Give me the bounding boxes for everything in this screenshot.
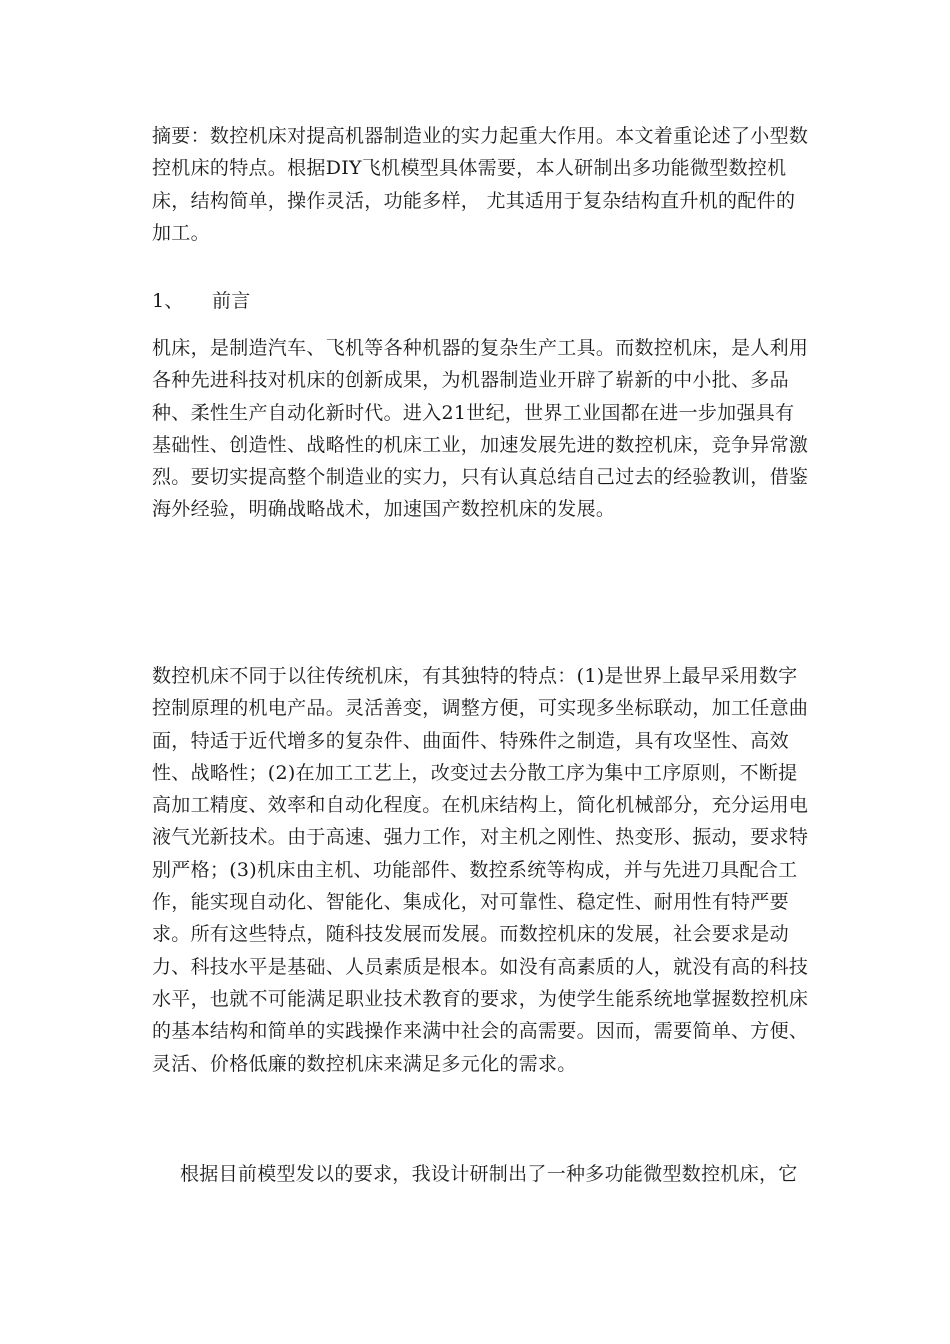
abstract-paragraph: 摘要：数控机床对提高机器制造业的实力起重大作用。本文着重论述了小型数控机床的特点。根据DIY飞机模型具体需要，本人研制出多功能微型数控机床，结构简单，操作灵活，功能多样， 尤其适用于复杂结构直升机的配件的加工。: [152, 125, 809, 244]
body-paragraph-3: 根据目前模型发以的要求，我设计研制出了一种多功能微型数控机床，它: [180, 1163, 798, 1185]
section-heading: [152, 285, 812, 317]
body-paragraph-2: 数控机床不同于以往传统机床，有其独特的特点：(1)是世界上最早采用数字控制原理的机电产品。灵活善变，调整方便，可实现多坐标联动，加工任意曲面，特适于近代增多的复杂件、曲面件、特殊件之制造，具有攻坚性、高效性、战略性；(2)在加工工艺上，改变过去分散工序为集中工序原则，不断提高加工精度、效率和自动化程度。在机床结构上，简化机械部分，充分运用电液气光新技术。由于高速、强力工作，对主机之刚性、热变形、振动，要求特别严格；(3)机床由主机、功能部件、数控系统等构成，并与先进刀具配合工作，能实现自动化、智能化、集成化，对可靠性、稳定性、耐用性有特严要求。所有这些特点，随科技发展而发展。而数控机床的发展，社会要求是动力、科技水平是基础、人员素质是根本。如没有高素质的人，就没有高的科技水平，也就不可能满足职业技术教育的要求，为使学生能系统地掌握数控机床的基本结构和简单的实践操作来满中社会的高需要。因而，需要简单、方便、灵活、价格低廉的数控机床来满足多元化的需求。: [152, 665, 809, 1075]
body-paragraph-1: 机床，是制造汽车、飞机等各种机器的复杂生产工具。而数控机床，是人利用各种先进科技对机床的创新成果，为机器制造业开辟了崭新的中小批、多品种、柔性生产自动化新时代。进入21世纪，世界工业国都在进一步加强具有基础性、创造性、战略性的机床工业，加速发展先进的数控机床，竞争异常激烈。要切实提高整个制造业的实力，只有认真总结自己过去的经验教训，借鉴海外经验，明确战略战术，加速国产数控机床的发展。: [152, 337, 809, 521]
section-number: 1、: [152, 290, 184, 312]
section-title: 前言: [212, 290, 251, 312]
